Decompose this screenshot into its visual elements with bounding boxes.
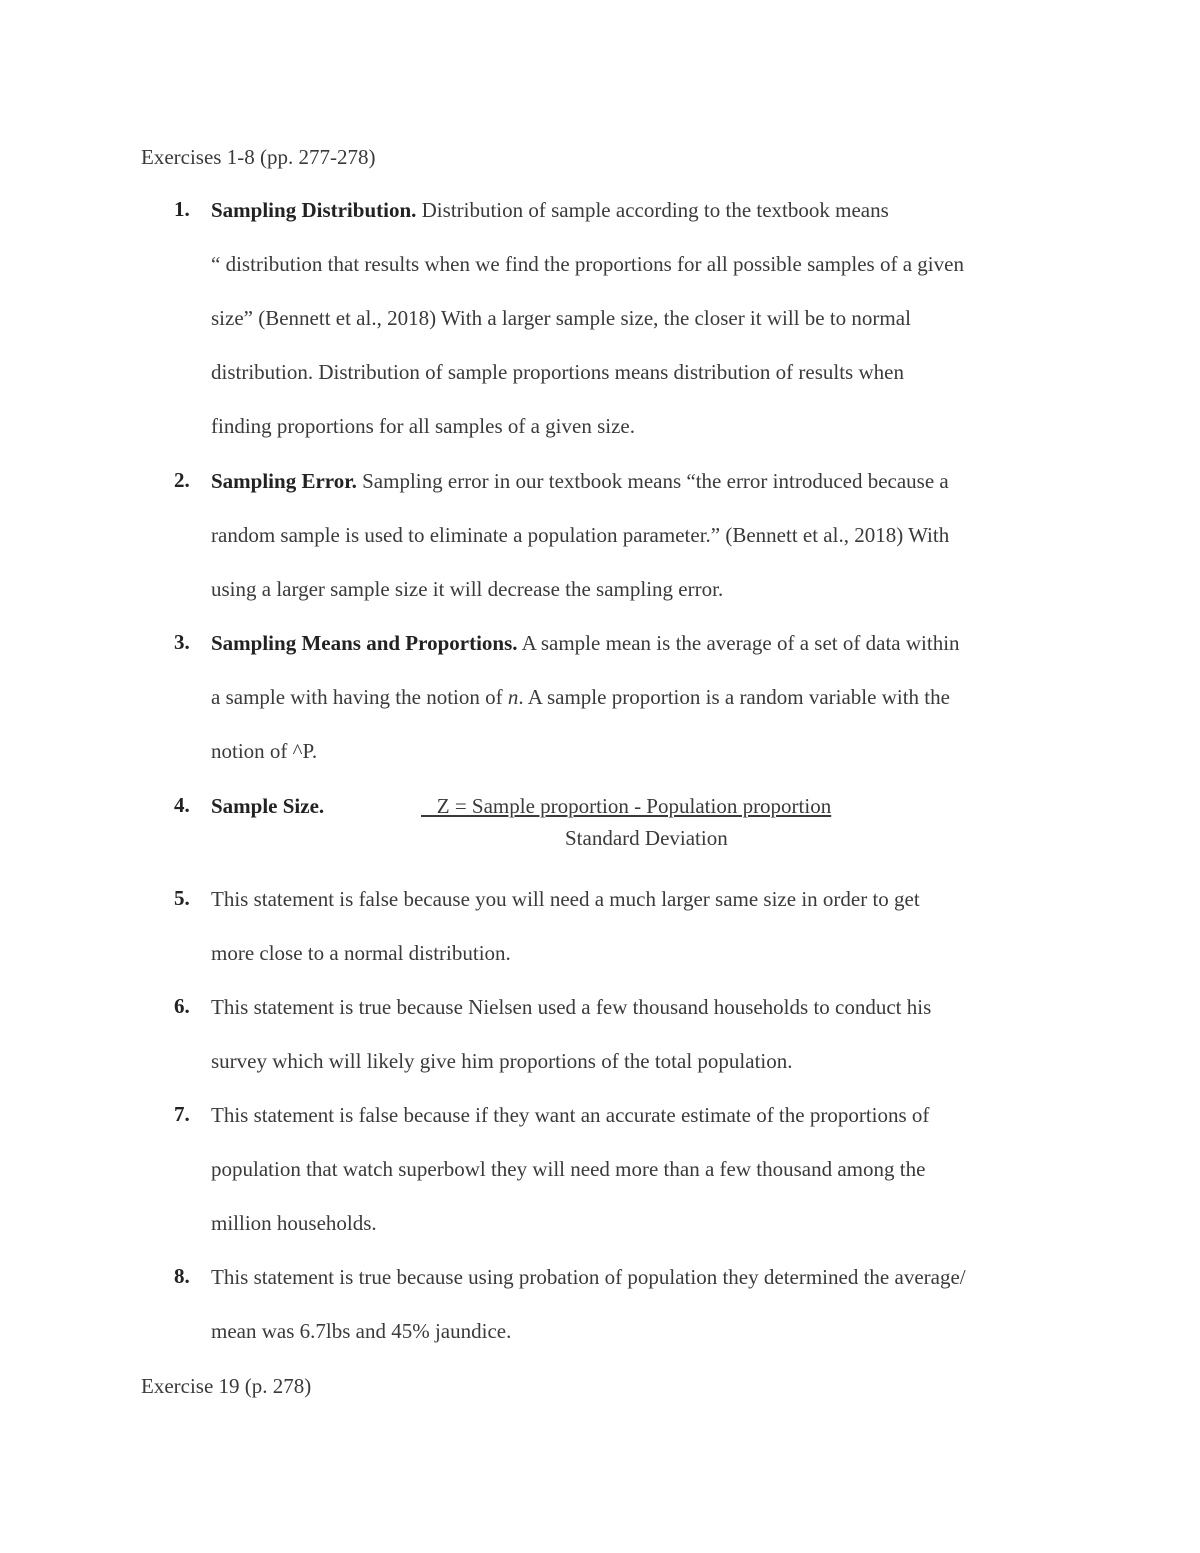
item-title: Sampling Distribution. <box>211 198 417 222</box>
item-number: 2. <box>174 468 190 492</box>
item-text: using a larger sample size it will decrease the sampling error. <box>211 577 724 601</box>
item-text: A sample mean is the average of a set of data within <box>521 631 960 655</box>
formula-denominator: Standard Deviation <box>565 826 728 850</box>
item-text: This statement is true because using probation of population they determined the average/ <box>211 1265 966 1289</box>
exercises-1-8-heading: Exercises 1-8 (pp. 277-278) <box>141 145 376 169</box>
item-title: Sampling Error. <box>211 469 357 493</box>
item-text: a sample with having the notion of <box>211 685 508 709</box>
item-title: Sample Size. <box>211 794 325 818</box>
item-number: 5. <box>174 886 190 910</box>
item-text: mean was 6.7lbs and 45% jaundice. <box>211 1319 512 1343</box>
item-number: 3. <box>174 630 190 654</box>
italic-n: n <box>507 685 519 709</box>
item-number: 4. <box>174 793 190 817</box>
item-number: 6. <box>174 994 190 1018</box>
item-text: random sample is used to eliminate a population parameter.” (Bennett et al., 2018) With <box>211 523 950 547</box>
item-text: This statement is false because you will need a much larger same size in order to get <box>211 887 920 911</box>
item-text: This statement is false because if they want an accurate estimate of the proportions of <box>211 1103 930 1127</box>
item-number: 7. <box>174 1102 190 1126</box>
formula-numerator: Z = Sample proportion - Population proportion <box>421 794 832 818</box>
item-text: Distribution of sample according to the textbook means <box>421 198 889 222</box>
item-text: size” (Bennett et al., 2018) With a larger sample size, the closer it will be to normal <box>211 306 911 330</box>
item-text: million households. <box>211 1211 377 1235</box>
item-text: more close to a normal distribution. <box>211 941 511 965</box>
item-title: Sampling Means and Proportions. <box>211 631 518 655</box>
item-text: finding proportions for all samples of a given size. <box>211 414 635 438</box>
item-text: This statement is true because Nielsen used a few thousand households to conduct his <box>211 995 932 1019</box>
item-text: population that watch superbowl they will need more than a few thousand among the <box>211 1157 926 1181</box>
exercise-19-heading: Exercise 19 (p. 278) <box>141 1374 312 1398</box>
item-text: notion of ^P. <box>211 739 318 763</box>
item-text: . A sample proportion is a random variable with the <box>518 685 950 709</box>
item-text: “ distribution that results when we find the proportions for all possible samples of a given <box>211 252 964 276</box>
item-text: Sampling error in our textbook means “the error introduced because a <box>362 469 949 493</box>
item-text: distribution. Distribution of sample proportions means distribution of results when <box>211 360 904 384</box>
item-number: 1. <box>174 197 190 221</box>
item-text: survey which will likely give him proportions of the total population. <box>211 1049 793 1073</box>
item-number: 8. <box>174 1264 190 1288</box>
